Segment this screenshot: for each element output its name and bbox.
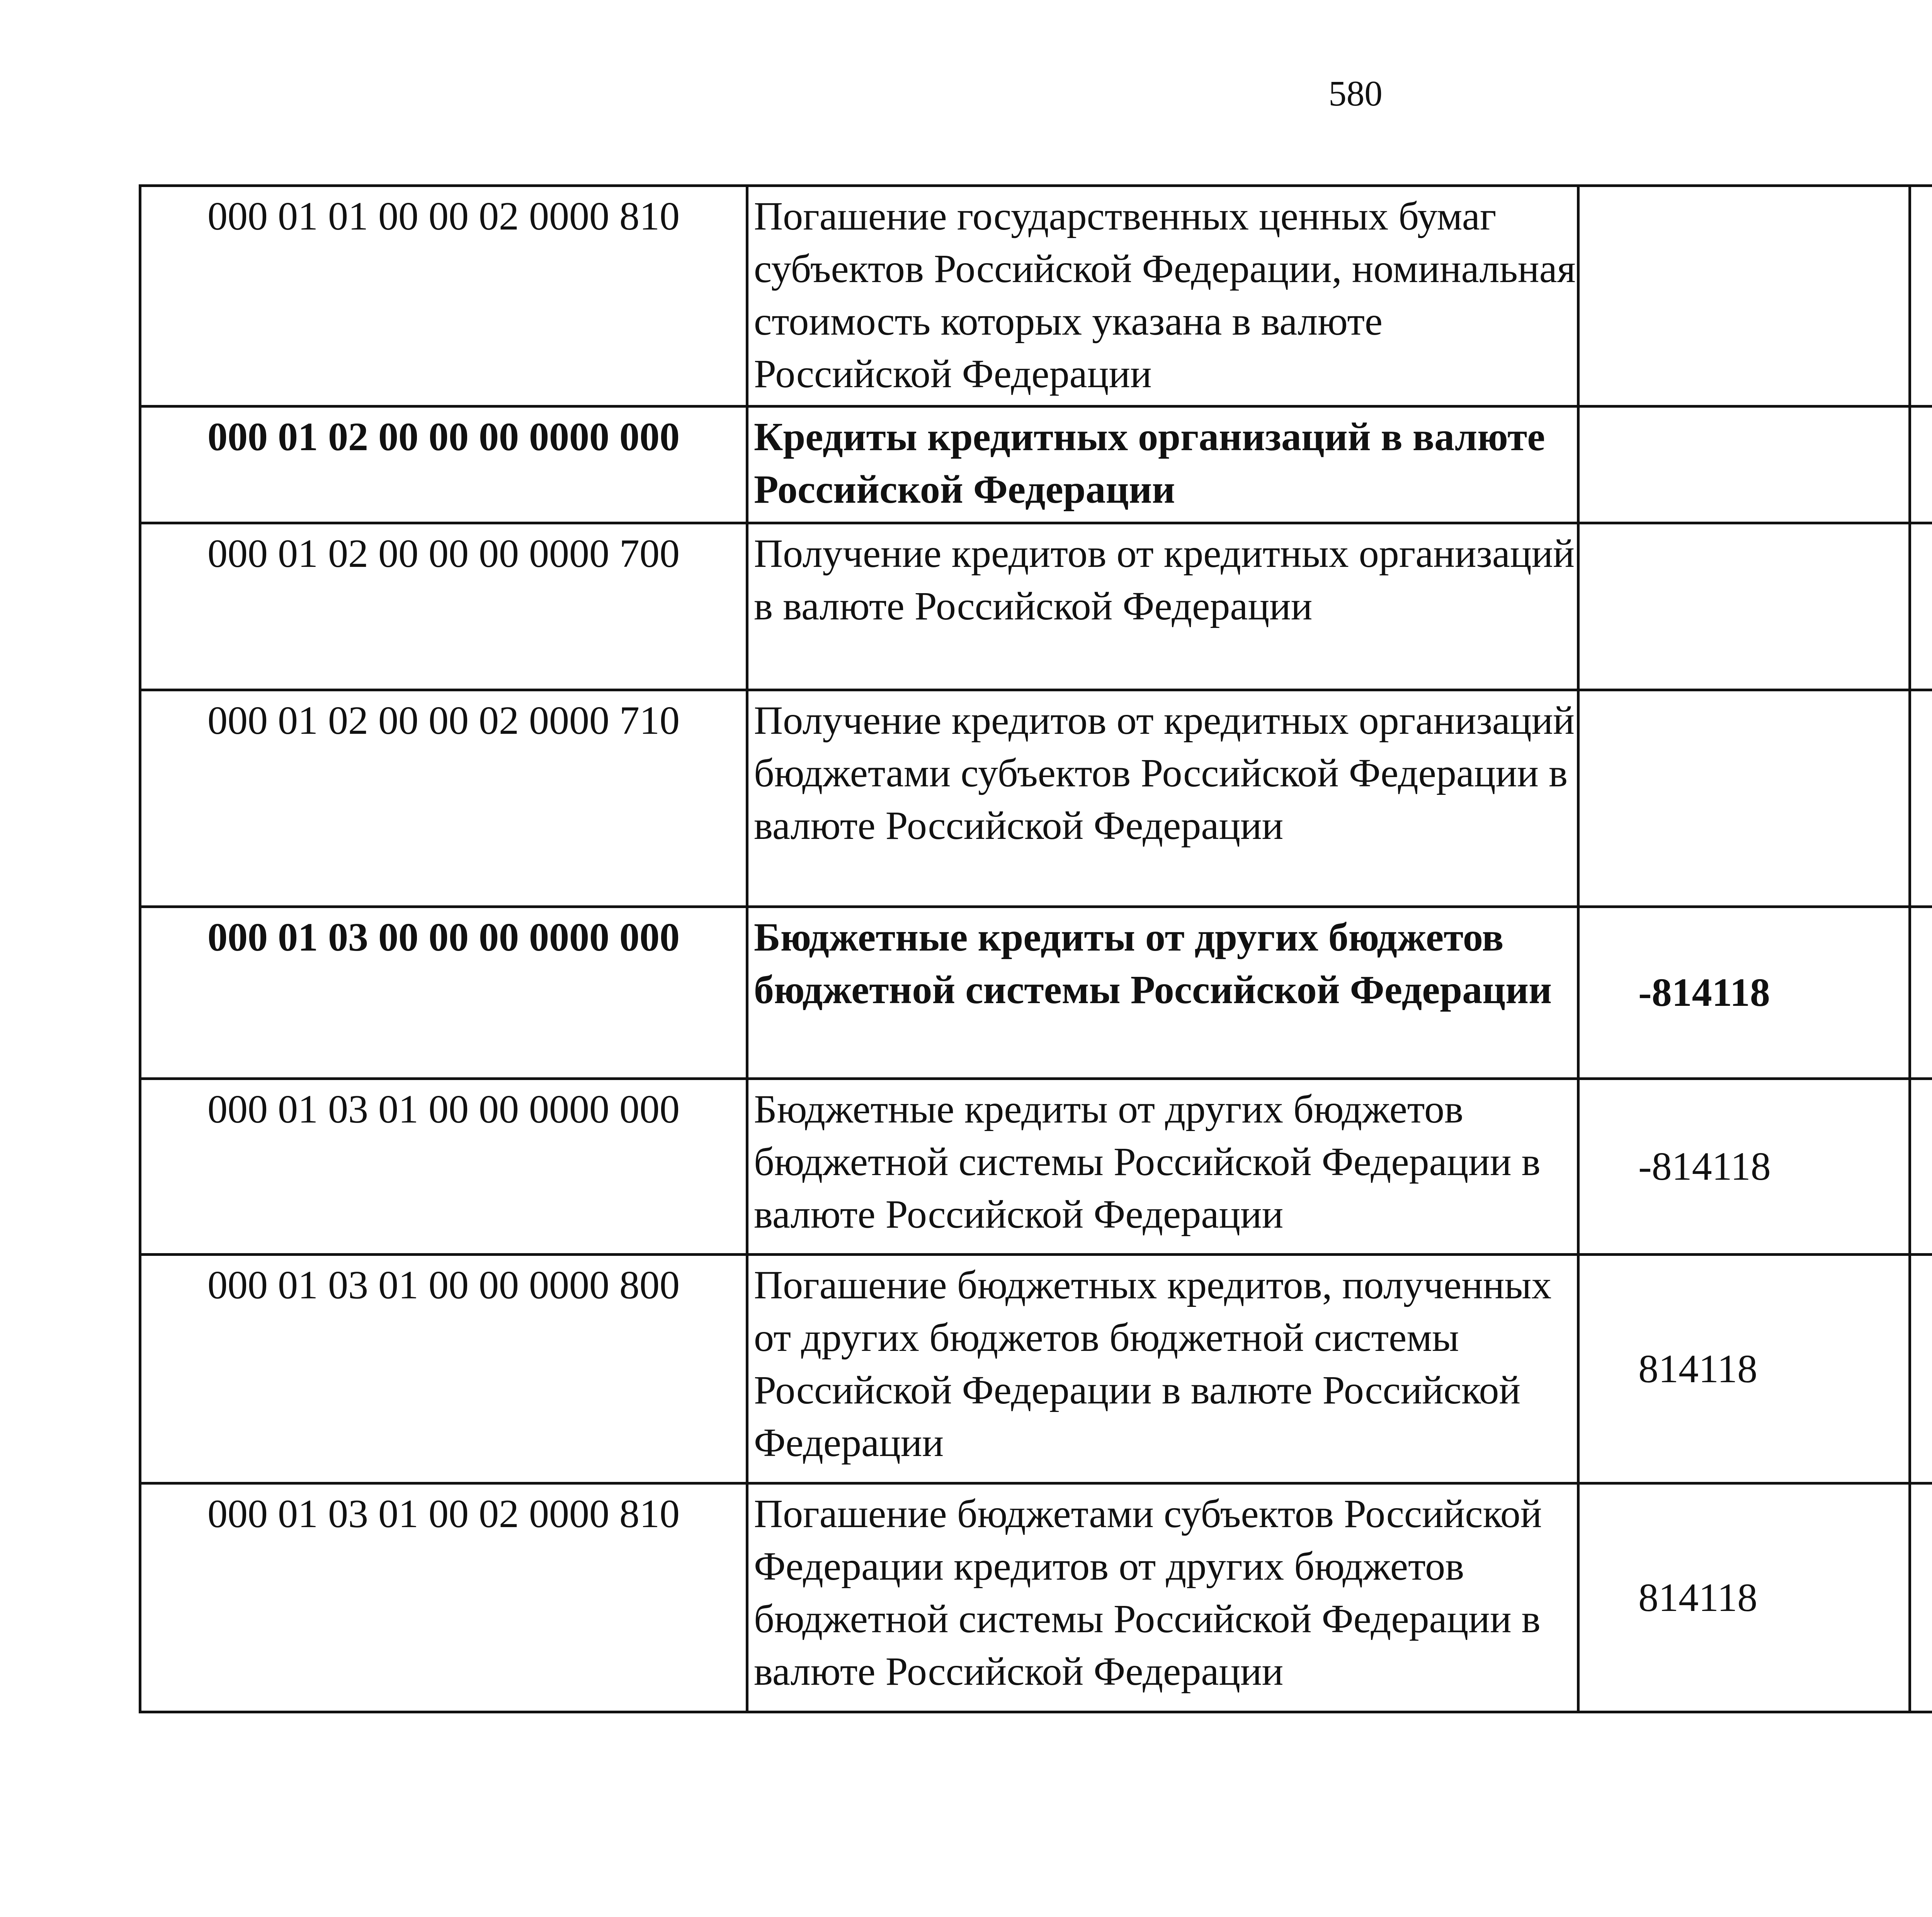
table-row [140, 1483, 1932, 1712]
budget-sources-table [139, 184, 1932, 1713]
table-row [140, 1255, 1932, 1483]
source-name: Бюджетные кредиты от других бюджетов бюджетной системы Российской Федерации в валюте Российской Федерации [747, 1079, 1578, 1255]
classification-code: 000 01 03 01 00 00 0000 000 [140, 1079, 747, 1255]
table-body [140, 186, 1932, 1712]
amount-year-2 [1910, 907, 1932, 1079]
source-name: Бюджетные кредиты от других бюджетов бюджетной системы Российской Федерации [747, 907, 1578, 1079]
source-name: Получение кредитов от кредитных организаций бюджетами субъектов Российской Федерации в валюте Российской Федерации [747, 690, 1578, 907]
amount-year-1 [1578, 186, 1910, 407]
classification-code: 000 01 03 00 00 00 0000 000 [140, 907, 747, 1079]
table-row [140, 186, 1932, 407]
source-name: Получение кредитов от кредитных организаций в валюте Российской Федерации [747, 523, 1578, 690]
classification-code: 000 01 02 00 00 02 0000 710 [140, 690, 747, 907]
table-row [140, 907, 1932, 1079]
amount-year-1: -814118 [1578, 1079, 1910, 1255]
classification-code: 000 01 02 00 00 00 0000 700 [140, 523, 747, 690]
amount-year-1: 814118 [1578, 1483, 1910, 1712]
page-number: 580 [1328, 74, 1383, 114]
source-name: Погашение бюджетами субъектов Российской Федерации кредитов от других бюджетов бюджетной системы Российской Федерации в валюте Российской Федерации [747, 1483, 1578, 1712]
amount-year-2 [1910, 1255, 1932, 1483]
amount-year-2 [1910, 523, 1932, 690]
amount-year-1 [1578, 523, 1910, 690]
amount-year-2 [1910, 407, 1932, 523]
source-name: Погашение государственных ценных бумаг субъектов Российской Федерации, номинальная стоимость которых указана в валюте Российской Федерации [747, 186, 1578, 407]
table-row [140, 690, 1932, 907]
source-name: Кредиты кредитных организаций в валюте Российской Федерации [747, 407, 1578, 523]
amount-year-1 [1578, 690, 1910, 907]
amount-year-2 [1910, 690, 1932, 907]
amount-year-2 [1910, 1483, 1932, 1712]
table-row [140, 523, 1932, 690]
classification-code: 000 01 03 01 00 00 0000 800 [140, 1255, 747, 1483]
amount-year-1: -814118 [1578, 907, 1910, 1079]
amount-year-2 [1910, 186, 1932, 407]
classification-code: 000 01 01 00 00 02 0000 810 [140, 186, 747, 407]
amount-year-1: 814118 [1578, 1255, 1910, 1483]
source-name: Погашение бюджетных кредитов, полученных от других бюджетов бюджетной системы Российской Федерации в валюте Российской Федерации [747, 1255, 1578, 1483]
amount-year-2 [1910, 1079, 1932, 1255]
classification-code: 000 01 02 00 00 00 0000 000 [140, 407, 747, 523]
table-row [140, 407, 1932, 523]
amount-year-1 [1578, 407, 1910, 523]
classification-code: 000 01 03 01 00 02 0000 810 [140, 1483, 747, 1712]
table-row [140, 1079, 1932, 1255]
